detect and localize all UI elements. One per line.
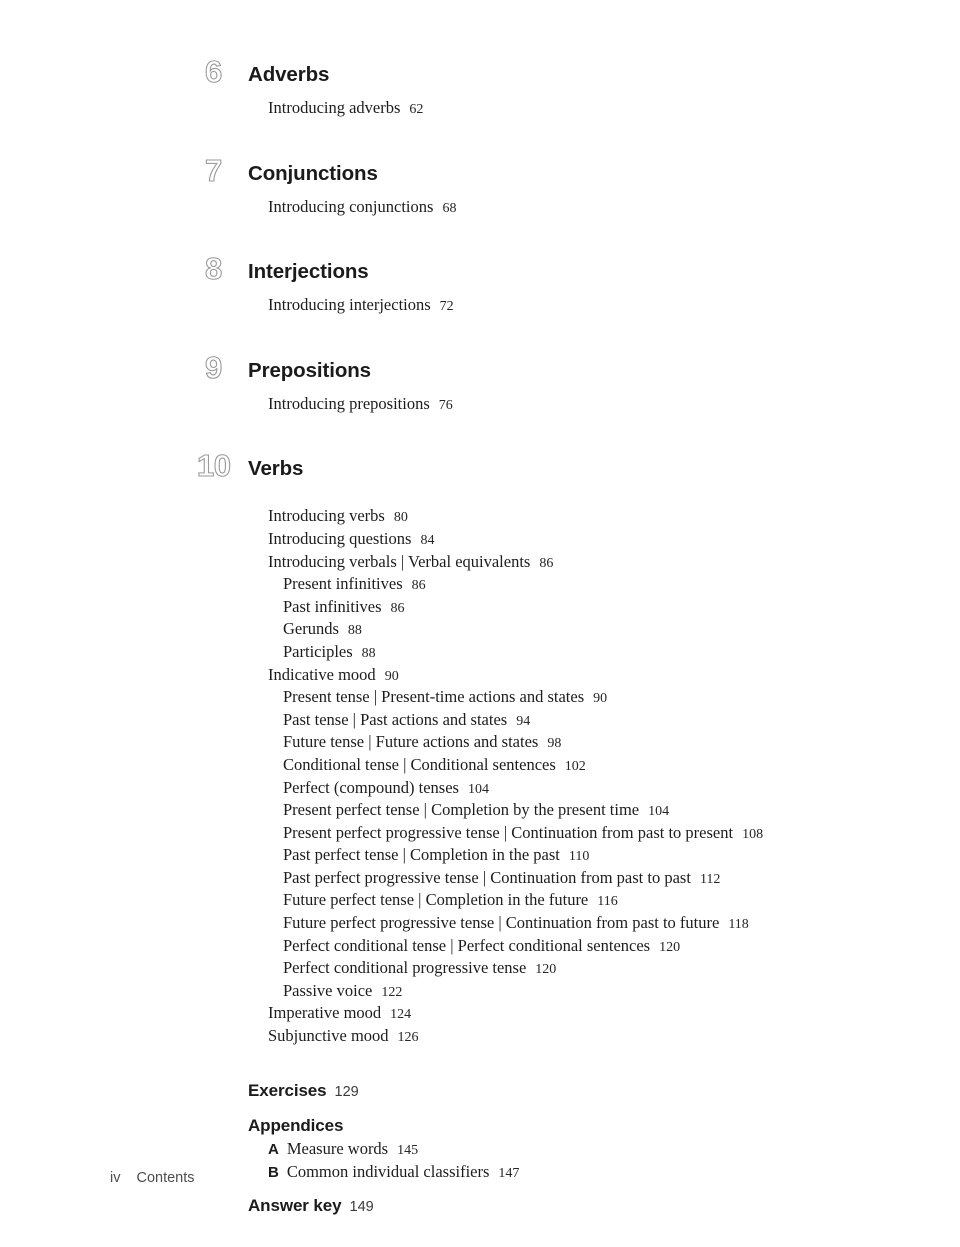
chapter-number: 9 bbox=[205, 349, 222, 385]
toc-entry[interactable] bbox=[205, 755, 905, 778]
chapter-heading bbox=[205, 349, 905, 394]
spacer bbox=[205, 416, 905, 452]
chapter-title[interactable]: Prepositions bbox=[248, 358, 371, 382]
chapter-block bbox=[205, 54, 905, 121]
toc-entry[interactable] bbox=[205, 529, 905, 552]
toc-entry-label: Indicative mood bbox=[268, 664, 376, 684]
toc-entry[interactable] bbox=[205, 597, 905, 620]
spacer bbox=[205, 219, 905, 255]
toc-entry-page: 104 bbox=[648, 804, 670, 820]
chapter-title[interactable]: Adverbs bbox=[248, 63, 330, 86]
toc-entry-page: 90 bbox=[384, 668, 399, 684]
toc-entry-label: Passive voice bbox=[283, 980, 373, 1000]
toc-entry-page: 120 bbox=[659, 939, 681, 955]
toc-entry-page: 86 bbox=[539, 555, 554, 571]
footer-label: Contents bbox=[136, 1170, 195, 1186]
chapter-block bbox=[205, 251, 905, 318]
toc-entry-page: 84 bbox=[420, 532, 435, 548]
toc-entry[interactable] bbox=[205, 981, 905, 1004]
toc-entry-page: 62 bbox=[409, 102, 424, 117]
toc-entry[interactable] bbox=[205, 295, 905, 318]
toc-entry-page: 90 bbox=[593, 691, 608, 707]
toc-entry-page: 118 bbox=[728, 917, 749, 933]
toc-entry-page: 108 bbox=[742, 826, 764, 842]
toc-entry[interactable] bbox=[205, 506, 905, 529]
page-footer bbox=[110, 1170, 195, 1186]
toc-entry[interactable] bbox=[205, 732, 905, 755]
toc-entry[interactable] bbox=[205, 574, 905, 597]
toc-entry-label: Perfect conditional tense | Perfect conditional sentences bbox=[283, 935, 651, 955]
chapter-number: 6 bbox=[205, 54, 222, 89]
toc-entry-page: 120 bbox=[535, 962, 557, 978]
answer-key-heading[interactable] bbox=[205, 1194, 905, 1219]
chapter-entry-list bbox=[205, 394, 905, 417]
toc-entry-page: 72 bbox=[439, 299, 454, 315]
toc-entry[interactable] bbox=[205, 1003, 905, 1026]
toc-entry-label: Introducing interjections bbox=[268, 295, 431, 315]
toc-entry-page: 126 bbox=[397, 1030, 419, 1046]
toc-entry-label: Introducing verbs bbox=[268, 506, 385, 526]
toc-entry-page: 116 bbox=[597, 894, 618, 910]
toc-entry[interactable] bbox=[205, 394, 905, 417]
toc-entry-page: 122 bbox=[381, 984, 403, 1000]
toc-entry-label: Past infinitives bbox=[283, 596, 382, 616]
toc-entry-label: Past tense | Past actions and states bbox=[283, 709, 508, 729]
toc-entry-page: 76 bbox=[438, 397, 453, 413]
spacer bbox=[205, 1104, 905, 1114]
appendix-letter: A bbox=[268, 1140, 279, 1158]
toc-entry[interactable] bbox=[205, 890, 905, 913]
toc-entry[interactable] bbox=[205, 958, 905, 981]
appendix-page: 145 bbox=[397, 1142, 419, 1158]
toc-entry-label: Future perfect tense | Completion in the future bbox=[283, 890, 589, 910]
toc-entry-label: Present infinitives bbox=[283, 574, 403, 594]
toc-entry-page: 124 bbox=[390, 1007, 412, 1023]
chapter-heading bbox=[205, 54, 905, 98]
toc-entry-label: Subjunctive mood bbox=[268, 1026, 389, 1046]
chapter-heading bbox=[205, 251, 905, 295]
contents-body bbox=[197, 54, 905, 1219]
appendices-heading[interactable] bbox=[205, 1114, 905, 1138]
chapter-number: 7 bbox=[205, 152, 222, 188]
toc-entry[interactable] bbox=[205, 665, 905, 688]
toc-entry-label: Gerunds bbox=[283, 619, 339, 639]
toc-entry-page: 102 bbox=[564, 758, 586, 774]
toc-entry-label: Introducing prepositions bbox=[268, 393, 430, 413]
exercises-page: 129 bbox=[334, 1083, 359, 1100]
appendix-letter: B bbox=[268, 1163, 279, 1181]
appendix-item[interactable] bbox=[205, 1161, 905, 1184]
chapter-entry-list bbox=[205, 197, 905, 220]
toc-entry-label: Introducing questions bbox=[268, 528, 412, 548]
toc-entry-label: Imperative mood bbox=[268, 1003, 382, 1023]
chapter-block bbox=[205, 349, 905, 417]
exercises-label: Exercises bbox=[248, 1080, 327, 1100]
toc-entry[interactable] bbox=[205, 868, 905, 891]
toc-entry-page: 68 bbox=[442, 200, 457, 216]
toc-entry-label: Future perfect progressive tense | Continuation from past to future bbox=[283, 913, 720, 933]
toc-entry-label: Present perfect tense | Completion by the present time bbox=[283, 800, 640, 820]
toc-entry-label: Introducing verbals | Verbal equivalents bbox=[268, 551, 531, 571]
toc-entry-page: 112 bbox=[699, 871, 721, 887]
toc-entry[interactable] bbox=[205, 800, 905, 823]
chapter-title[interactable]: Conjunctions bbox=[248, 161, 378, 185]
answer-key-label: Answer key bbox=[248, 1195, 342, 1215]
toc-entry-label: Introducing adverbs bbox=[268, 98, 401, 117]
appendix-label: Common individual classifiers bbox=[286, 1161, 490, 1181]
toc-entry-label: Conditional tense | Conditional sentences bbox=[283, 754, 556, 774]
chapter-block bbox=[205, 152, 905, 220]
toc-entry-label: Present tense | Present-time actions and states bbox=[283, 687, 585, 707]
toc-entry[interactable] bbox=[205, 1026, 905, 1049]
toc-entry-page: 110 bbox=[568, 849, 590, 865]
toc-entry[interactable] bbox=[205, 845, 905, 868]
toc-entry-page: 88 bbox=[361, 645, 376, 661]
spacer bbox=[205, 492, 905, 506]
appendix-item[interactable] bbox=[205, 1138, 905, 1161]
appendix-page: 147 bbox=[498, 1165, 520, 1181]
toc-entry-page: 88 bbox=[347, 623, 362, 639]
chapter-number: 10 bbox=[197, 448, 231, 484]
chapter-heading bbox=[205, 152, 905, 197]
toc-entry-label: Perfect conditional progressive tense bbox=[283, 958, 527, 978]
chapter-entry-list bbox=[205, 295, 905, 318]
toc-entry[interactable] bbox=[205, 619, 905, 642]
chapter-entry-list bbox=[205, 506, 905, 1048]
chapter-title[interactable]: Interjections bbox=[248, 260, 369, 284]
appendices-label: Appendices bbox=[248, 1115, 344, 1135]
spacer bbox=[205, 318, 905, 354]
toc-entry[interactable] bbox=[205, 823, 905, 846]
chapter-number: 8 bbox=[205, 251, 222, 287]
toc-entry[interactable] bbox=[205, 913, 905, 936]
toc-entry[interactable] bbox=[205, 710, 905, 733]
answer-key-page: 149 bbox=[349, 1198, 374, 1215]
toc-entry-label: Participles bbox=[283, 641, 353, 661]
folio-number: iv bbox=[110, 1170, 121, 1186]
toc-entry[interactable] bbox=[205, 936, 905, 959]
chapter-entry-list bbox=[205, 98, 905, 121]
chapter-title[interactable]: Verbs bbox=[248, 457, 304, 481]
toc-entry-page: 86 bbox=[411, 578, 426, 594]
chapter-block bbox=[197, 448, 905, 1048]
spacer bbox=[205, 121, 905, 157]
toc-entry[interactable] bbox=[205, 197, 905, 220]
toc-entry-page: 98 bbox=[547, 736, 562, 752]
toc-entry-page: 104 bbox=[467, 781, 489, 797]
toc-entry-label: Past perfect tense | Completion in the past bbox=[283, 845, 560, 865]
toc-entry[interactable] bbox=[205, 98, 905, 121]
toc-entry-label: Introducing conjunctions bbox=[268, 196, 434, 216]
exercises-heading[interactable] bbox=[205, 1079, 905, 1104]
toc-entry-label: Present perfect progressive tense | Continuation from past to present bbox=[283, 822, 734, 842]
appendix-label: Measure words bbox=[286, 1138, 389, 1158]
chapter-heading bbox=[197, 448, 905, 492]
toc-entry[interactable] bbox=[205, 552, 905, 575]
toc-entry-page: 80 bbox=[393, 510, 408, 526]
toc-entry-page: 94 bbox=[516, 713, 531, 729]
toc-entry[interactable] bbox=[205, 687, 905, 710]
toc-entry-label: Past perfect progressive tense | Continuation from past to past bbox=[283, 867, 691, 887]
toc-entry-page: 86 bbox=[390, 600, 405, 616]
toc-entry[interactable] bbox=[205, 642, 905, 665]
spacer bbox=[205, 1049, 905, 1079]
toc-entry-label: Future tense | Future actions and states bbox=[283, 732, 539, 752]
spacer bbox=[205, 1184, 905, 1194]
toc-entry[interactable] bbox=[205, 778, 905, 801]
toc-entry-label: Perfect (compound) tenses bbox=[283, 777, 459, 797]
